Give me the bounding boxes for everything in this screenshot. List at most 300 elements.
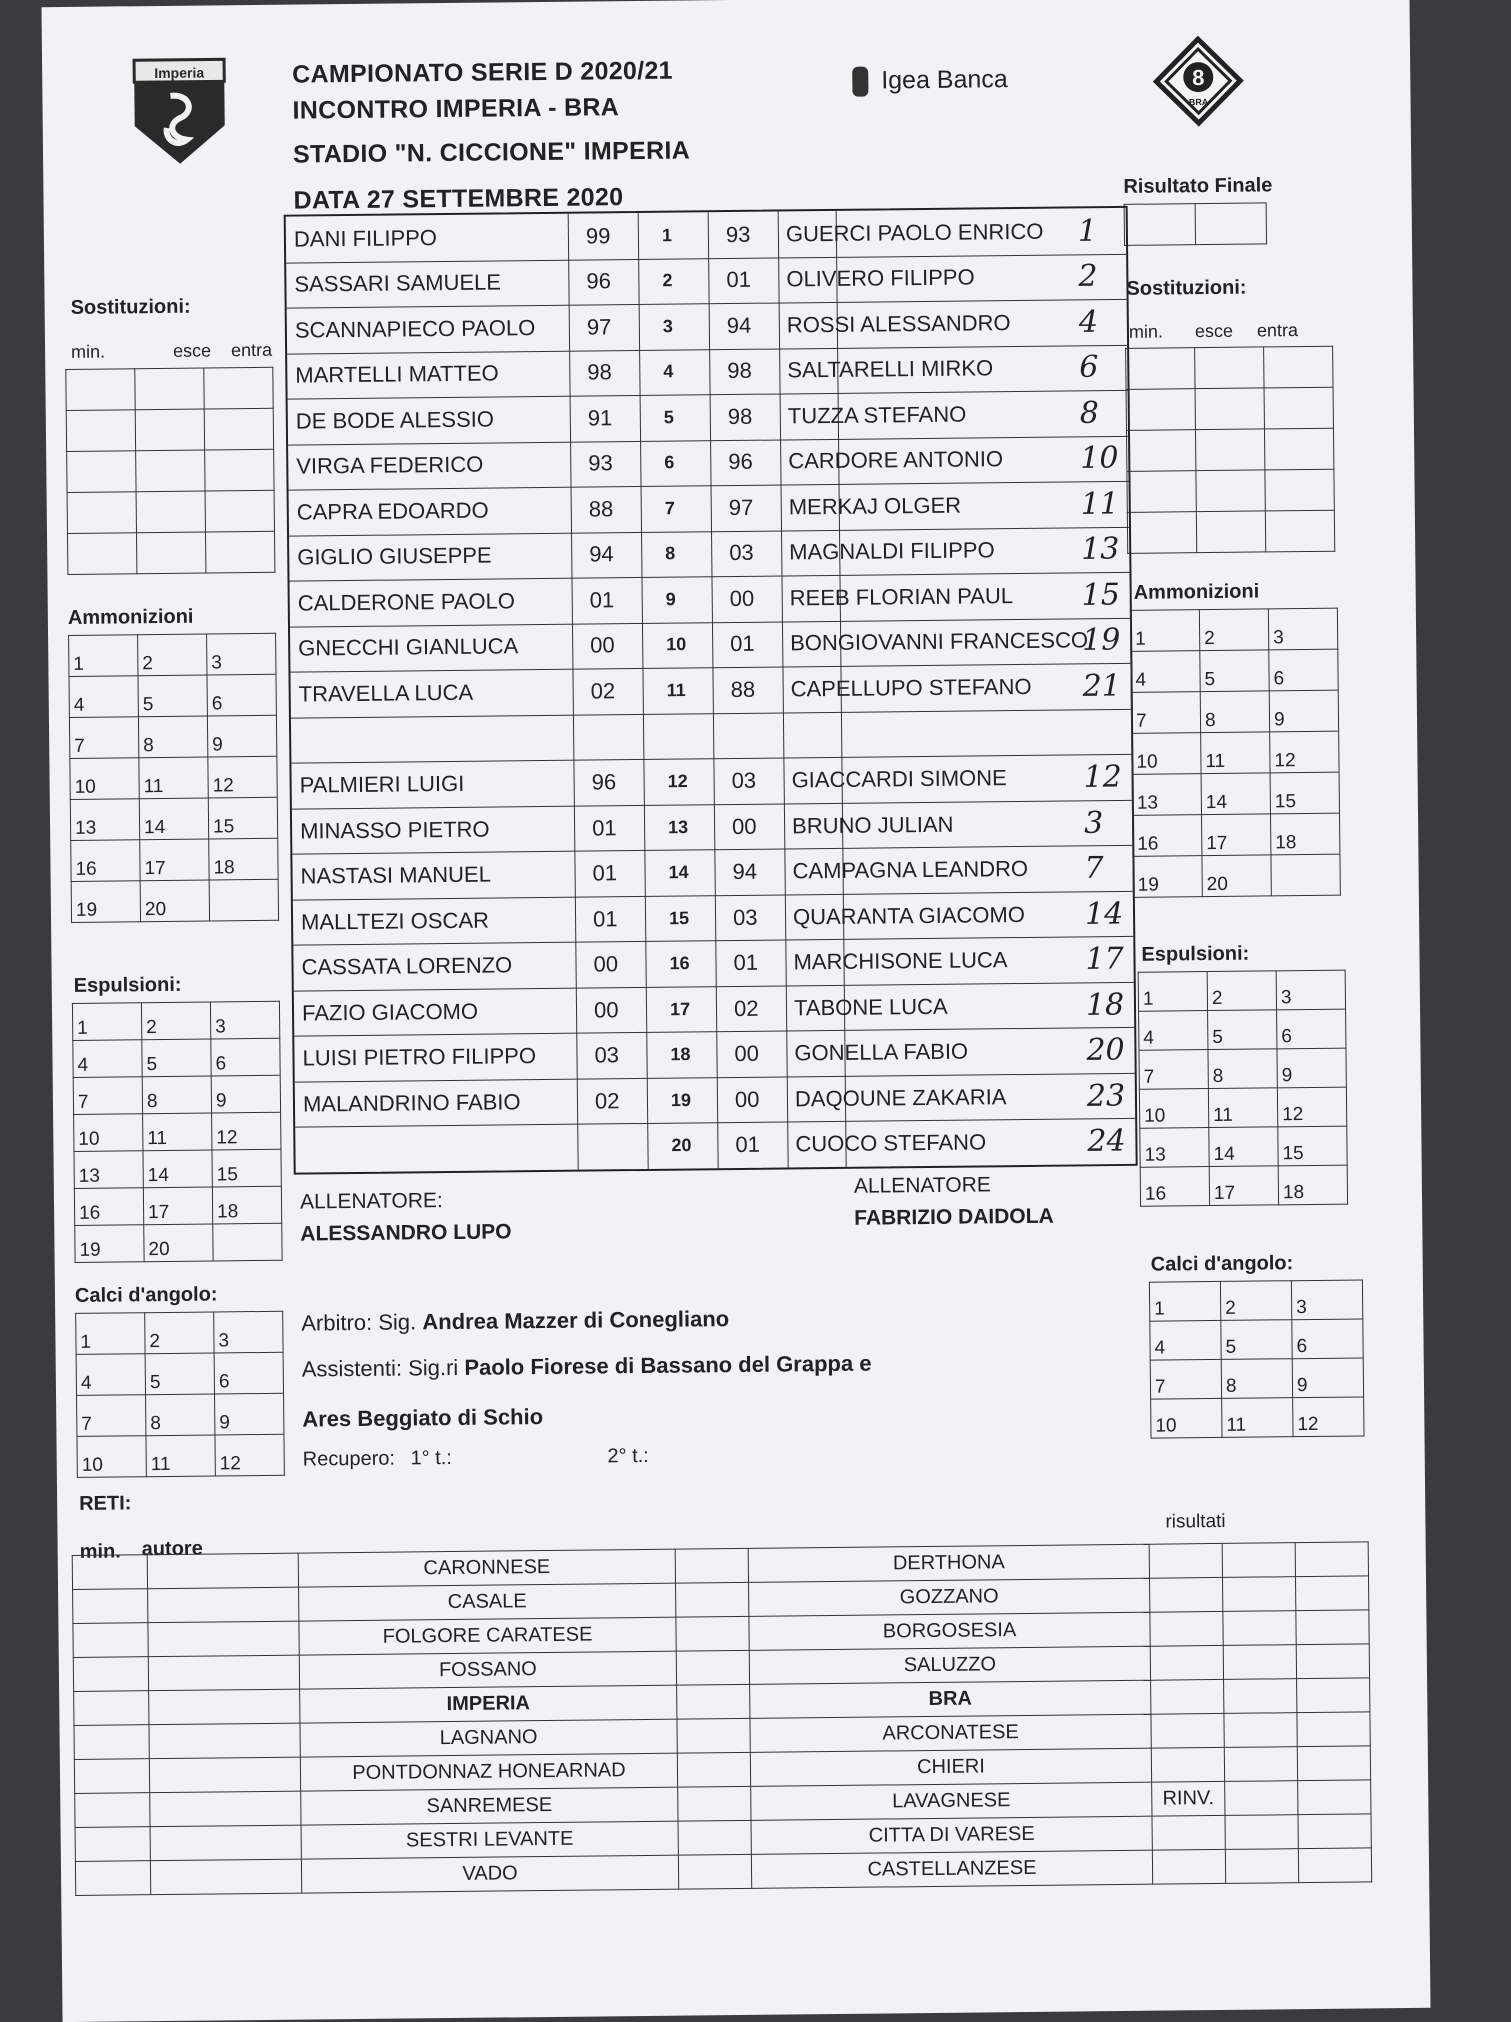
left-yellow-cell: 18	[209, 838, 278, 880]
left-subs-cell	[205, 531, 274, 573]
fixture-home-score	[677, 1684, 750, 1719]
right-red-grid	[1138, 970, 1348, 1207]
left-corners-cell: 1	[76, 1313, 145, 1355]
championship-title: CAMPIONATO SERIE D 2020/21	[292, 56, 673, 89]
right-red-cell: 9	[1277, 1048, 1346, 1088]
left-yellow-cell: 4	[69, 676, 138, 718]
final-result-away-cell	[1195, 203, 1266, 245]
date-title: DATA 27 SETTEMBRE 2020	[293, 183, 624, 215]
left-red-cell: 3	[210, 1001, 279, 1039]
away-player-year: 00	[734, 1040, 760, 1067]
shirt-number: 13	[667, 816, 689, 837]
sponsor-logo	[852, 65, 1008, 97]
right-yellow-grid	[1130, 608, 1341, 898]
left-subs-cell	[136, 450, 205, 492]
away-shirt-handwritten: 1	[1077, 213, 1098, 249]
shirt-number: 5	[663, 406, 674, 428]
fixture-home-score	[677, 1752, 750, 1787]
right-corners-cell: 8	[1221, 1359, 1292, 1399]
away-player-year: 96	[728, 449, 753, 475]
fixture-away-team: BRA	[750, 1680, 1151, 1718]
fixture-home-score	[678, 1820, 751, 1855]
imperia-logo-icon	[130, 55, 229, 168]
shirt-number: 7	[664, 498, 675, 519]
fixture-home-score	[677, 1718, 750, 1753]
right-red-cell: 16	[1140, 1167, 1209, 1207]
right-yellow-cell: 5	[1200, 650, 1269, 692]
home-player-year: 03	[594, 1042, 620, 1068]
fixture-note	[1151, 1747, 1224, 1782]
home-player-year: 93	[588, 450, 613, 476]
home-player-name: NASTASI MANUEL	[300, 861, 492, 889]
goal-author-cell	[149, 1757, 300, 1793]
away-shirt-handwritten: 2	[1078, 258, 1098, 295]
goal-author-cell	[147, 1553, 298, 1589]
left-yellow-cell: 1	[69, 635, 138, 677]
imperia-logo-text: Imperia	[154, 64, 205, 82]
left-subs-cell	[136, 491, 205, 533]
fixture-note: RINV.	[1152, 1781, 1225, 1816]
away-player-name: CARDORE ANTONIO	[788, 446, 1004, 474]
fixture-result-cell	[1298, 1780, 1371, 1815]
home-player-name: TRAVELLA LUCA	[298, 679, 474, 707]
left-yellow-cell: 16	[71, 840, 140, 882]
home-coach-label: ALLENATORE:	[299, 1189, 443, 1214]
left-corners-cell: 11	[146, 1435, 215, 1477]
away-player-name: TABONE LUCA	[793, 993, 948, 1021]
fixture-note	[1150, 1645, 1223, 1680]
left-corners-cell: 6	[214, 1352, 283, 1394]
right-red-cell: 7	[1139, 1050, 1208, 1090]
right-red-cell: 17	[1209, 1166, 1278, 1206]
right-yellow-cell: 10	[1132, 733, 1201, 775]
away-player-year: 00	[731, 813, 757, 839]
fixture-result-cell	[1298, 1814, 1371, 1849]
fixture-home-score	[676, 1650, 749, 1685]
right-yellow-cell: 19	[1133, 856, 1202, 898]
home-player-year: 98	[587, 359, 612, 385]
away-player-name: MERKAJ OLGER	[788, 492, 962, 520]
results-label: risultati	[1165, 1510, 1226, 1533]
left-yellow-cell: 11	[139, 757, 208, 799]
fixture-result-cell	[1295, 1542, 1368, 1577]
home-player-year: 01	[592, 905, 618, 932]
left-red-cell: 12	[212, 1112, 281, 1150]
left-red-cell: 20	[144, 1224, 213, 1262]
fixture-note	[1151, 1679, 1224, 1714]
away-shirt-handwritten: 19	[1081, 622, 1121, 659]
left-red-cell: 7	[73, 1077, 142, 1115]
fixture-away-team: BORGOSESIA	[749, 1612, 1150, 1650]
fixture-result-cell	[1225, 1781, 1298, 1816]
fixture-result-cell	[1297, 1678, 1370, 1713]
left-corners-cell: 4	[76, 1354, 145, 1396]
home-coach-name: ALESSANDRO LUPO	[300, 1220, 512, 1246]
goal-author-cell	[148, 1655, 299, 1691]
left-subs-label: Sostituzioni:	[70, 295, 191, 319]
fixture-result-cell	[1296, 1644, 1369, 1679]
left-subs-cell	[135, 368, 204, 410]
away-player-year: 00	[729, 585, 755, 611]
away-player-name: CUOCO STEFANO	[795, 1129, 987, 1157]
right-red-cell: 6	[1277, 1009, 1346, 1049]
home-player-year: 00	[590, 632, 615, 658]
shirt-number: 8	[665, 543, 676, 564]
fixture-home-score	[676, 1582, 749, 1617]
referee-name: Andrea Mazzer di Conegliano	[422, 1306, 730, 1335]
right-subs-cell	[1127, 512, 1196, 554]
right-subs-min: min.	[1128, 321, 1164, 342]
home-player-name: LUISI PIETRO FILIPPO	[302, 1043, 537, 1071]
right-subs-in: entra	[1256, 320, 1299, 341]
left-yellow-cell: 8	[138, 716, 207, 758]
fixture-note	[1149, 1577, 1222, 1612]
fixture-result-cell	[1296, 1610, 1369, 1645]
recovery-second-half: 2° t.:	[607, 1444, 649, 1468]
final-result-label: Risultato Finale	[1123, 174, 1273, 198]
shirt-number: 3	[662, 315, 673, 337]
right-red-cell: 1	[1138, 972, 1207, 1012]
fixture-note	[1152, 1815, 1225, 1850]
assistants-line	[302, 1351, 872, 1383]
home-player-name: CALDERONE PAOLO	[297, 588, 516, 616]
final-result-box	[1124, 202, 1267, 245]
right-red-cell: 10	[1139, 1089, 1208, 1129]
left-subs-in: entra	[230, 339, 273, 361]
away-player-name: GIACCARDI SIMONE	[791, 765, 1007, 793]
fixture-home-team: SESTRI LEVANTE	[301, 1821, 678, 1859]
away-player-name: BRUNO JULIAN	[791, 811, 954, 838]
right-yellow-label: Ammonizioni	[1133, 580, 1260, 604]
away-shirt-handwritten: 15	[1081, 577, 1121, 613]
lineup-table	[284, 206, 1138, 1175]
right-subs-cell	[1127, 471, 1196, 513]
fixture-result-cell	[1297, 1746, 1370, 1781]
right-subs-cell	[1195, 388, 1264, 430]
right-yellow-cell: 7	[1131, 692, 1200, 734]
left-subs-cell	[205, 490, 274, 532]
away-shirt-handwritten: 24	[1087, 1123, 1126, 1160]
bra-logo-icon	[1152, 35, 1245, 128]
goal-min-cell	[75, 1827, 150, 1862]
goal-author-cell	[150, 1825, 301, 1861]
right-subs-cell	[1195, 347, 1264, 389]
left-red-cell: 9	[211, 1075, 280, 1113]
left-subs-cell	[136, 532, 205, 574]
right-corners-cell: 1	[1149, 1281, 1220, 1321]
svg-text:8: 8	[1192, 65, 1205, 91]
shirt-number: 16	[669, 953, 690, 974]
left-corners-cell: 10	[77, 1436, 146, 1478]
left-red-cell: 17	[143, 1187, 212, 1225]
right-red-cell: 15	[1278, 1126, 1347, 1166]
shirt-number: 4	[663, 361, 674, 382]
right-yellow-cell: 9	[1269, 690, 1338, 732]
fixture-home-team: IMPERIA	[300, 1685, 677, 1723]
fixture-note	[1151, 1713, 1224, 1748]
right-yellow-cell: 4	[1131, 651, 1200, 693]
right-yellow-cell: 1	[1130, 610, 1199, 652]
right-red-cell: 11	[1208, 1088, 1277, 1128]
away-shirt-handwritten: 13	[1081, 531, 1120, 568]
fixture-away-team: CITTA DI VARESE	[751, 1816, 1152, 1854]
right-subs-cell	[1196, 470, 1265, 512]
shirt-number: 9	[665, 589, 676, 610]
right-subs-cell	[1264, 428, 1333, 470]
shirt-number: 2	[662, 270, 673, 291]
left-yellow-cell: 9	[207, 715, 276, 757]
right-yellow-cell: 16	[1133, 815, 1202, 857]
goal-min-cell	[73, 1589, 148, 1624]
goals-author-label: autore	[141, 1537, 203, 1561]
away-shirt-handwritten: 7	[1084, 850, 1104, 886]
right-subs-cell	[1126, 348, 1195, 390]
away-shirt-handwritten: 23	[1086, 1078, 1126, 1114]
right-corners-grid	[1149, 1279, 1365, 1438]
right-corners-cell: 5	[1221, 1320, 1292, 1360]
left-red-cell: 2	[141, 1002, 210, 1040]
left-yellow-cell: 3	[207, 633, 276, 675]
home-player-year: 01	[591, 814, 617, 841]
fixture-home-team: PONTDONNAZ HONEARNAD	[300, 1753, 677, 1791]
away-shirt-handwritten: 10	[1080, 440, 1119, 477]
fixture-result-cell	[1298, 1848, 1371, 1883]
away-player-year: 01	[726, 267, 751, 293]
left-red-cell	[213, 1223, 282, 1261]
away-player-name: TUZZA STEFANO	[787, 401, 967, 429]
fixture-result-cell	[1224, 1713, 1297, 1748]
fixture-home-team: SANREMESE	[301, 1787, 678, 1825]
left-corners-grid	[75, 1311, 285, 1478]
away-player-year: 98	[727, 358, 752, 384]
right-corners-label: Calci d'angolo:	[1150, 1252, 1294, 1276]
goal-min-cell	[73, 1657, 148, 1692]
left-subs-cell	[204, 408, 273, 450]
away-player-name: CAPELLUPO STEFANO	[790, 673, 1032, 702]
away-player-name: BONGIOVANNI FRANCESCO	[790, 627, 1089, 656]
home-player-name: DE BODE ALESSIO	[295, 406, 495, 434]
shirt-number: 1	[661, 224, 673, 245]
away-player-name: ROSSI ALESSANDRO	[786, 309, 1011, 338]
goal-min-cell	[72, 1555, 147, 1590]
home-player-year: 01	[592, 860, 618, 886]
left-subs-cell	[66, 369, 135, 411]
fixture-away-team: CHIERI	[750, 1748, 1151, 1786]
left-subs-cell	[135, 409, 204, 451]
away-player-name: OLIVERO FILIPPO	[786, 264, 975, 292]
left-red-cell: 1	[72, 1003, 141, 1041]
away-player-name: GONELLA FABIO	[794, 1038, 969, 1066]
sponsor-icon	[852, 67, 868, 97]
fixture-home-score	[678, 1786, 751, 1821]
assistant-1-name: Paolo Fiorese di Bassano del Grappa e	[464, 1350, 872, 1380]
left-red-cell: 13	[74, 1151, 143, 1189]
away-player-name: CAMPAGNA LEANDRO	[792, 856, 1029, 884]
shirt-number: 18	[670, 1044, 691, 1065]
fixture-note	[1152, 1849, 1225, 1884]
left-subs-cell	[67, 533, 136, 575]
home-player-name: MALANDRINO FABIO	[302, 1088, 521, 1117]
left-red-cell: 16	[74, 1188, 143, 1226]
right-subs-cell	[1126, 389, 1195, 431]
away-player-year: 94	[726, 312, 752, 338]
left-red-cell: 19	[75, 1225, 144, 1263]
left-corners-cell: 8	[146, 1394, 215, 1436]
right-subs-cell	[1265, 469, 1334, 511]
left-red-cell: 18	[212, 1186, 281, 1224]
away-player-year: 01	[733, 949, 759, 976]
left-red-cell: 15	[212, 1149, 281, 1187]
right-red-label: Espulsioni:	[1141, 942, 1250, 966]
home-player-name: CASSATA LORENZO	[301, 952, 513, 980]
left-red-cell: 4	[73, 1040, 142, 1078]
left-yellow-cell: 2	[138, 634, 207, 676]
shirt-number: 15	[668, 907, 690, 928]
left-red-grid	[72, 1001, 283, 1263]
away-shirt-handwritten: 12	[1083, 759, 1122, 795]
goals-min-label: min.	[79, 1540, 121, 1563]
right-corners-cell: 12	[1293, 1397, 1364, 1437]
away-shirt-handwritten: 11	[1080, 486, 1120, 522]
fixture-result-cell	[1223, 1611, 1296, 1646]
left-corners-cell: 12	[215, 1434, 284, 1476]
goal-author-cell	[148, 1587, 299, 1623]
left-yellow-cell: 15	[208, 797, 277, 839]
right-yellow-cell: 13	[1132, 774, 1201, 816]
away-player-name: REEB FLORIAN PAUL	[789, 583, 1014, 611]
away-player-year: 97	[728, 494, 754, 520]
right-subs-cell	[1126, 430, 1195, 472]
recovery-label: Recupero:	[302, 1447, 396, 1471]
right-yellow-cell: 2	[1199, 609, 1268, 651]
right-yellow-cell: 17	[1202, 814, 1271, 856]
shirt-number: 10	[666, 634, 687, 655]
right-corners-cell: 2	[1220, 1281, 1291, 1321]
away-player-name: DAQOUNE ZAKARIA	[794, 1083, 1007, 1112]
home-player-year: 01	[589, 587, 615, 613]
fixture-result-cell	[1223, 1645, 1296, 1680]
home-player-year: 00	[593, 996, 619, 1023]
away-shirt-handwritten: 21	[1082, 668, 1122, 704]
right-subs-cell	[1264, 346, 1333, 388]
final-result-home-cell	[1124, 204, 1195, 246]
away-shirt-handwritten: 20	[1086, 1032, 1125, 1069]
home-player-name: FAZIO GIACOMO	[301, 998, 479, 1026]
right-yellow-cell: 14	[1201, 773, 1270, 815]
right-red-cell: 12	[1277, 1087, 1346, 1127]
goal-min-cell	[74, 1759, 149, 1794]
right-corners-cell: 10	[1151, 1398, 1222, 1438]
home-player-year: 91	[587, 405, 613, 431]
match-title: INCONTRO IMPERIA - BRA	[292, 93, 620, 125]
right-subs-cell	[1265, 510, 1334, 552]
recovery-line	[303, 1445, 649, 1472]
referee-line	[301, 1306, 729, 1336]
fixture-result-cell	[1222, 1577, 1295, 1612]
sponsor-name: Igea Banca	[881, 65, 1008, 95]
right-red-cell: 18	[1278, 1165, 1347, 1205]
fixture-away-team: GOZZANO	[749, 1578, 1150, 1616]
left-subs-min: min.	[70, 341, 106, 362]
home-player-year: 88	[588, 496, 614, 522]
away-player-year: 02	[733, 995, 759, 1021]
home-player-year: 97	[586, 314, 612, 340]
fixture-result-cell	[1224, 1747, 1297, 1782]
away-player-year: 93	[725, 221, 751, 247]
goal-author-cell	[149, 1689, 300, 1725]
away-shirt-handwritten: 14	[1084, 896, 1124, 932]
right-yellow-cell: 20	[1202, 855, 1271, 897]
right-red-cell: 5	[1208, 1010, 1277, 1050]
away-shirt-handwritten: 17	[1085, 941, 1124, 977]
goal-min-cell	[73, 1623, 148, 1658]
fixture-home-score	[676, 1616, 749, 1651]
fixture-home-score	[675, 1548, 748, 1583]
left-corners-cell: 5	[145, 1353, 214, 1395]
left-yellow-cell: 7	[69, 717, 138, 759]
left-subs-cell	[67, 492, 136, 534]
assistant-2-name: Ares Beggiato di Schio	[302, 1404, 544, 1432]
fixture-home-team: FOLGORE CARATESE	[299, 1617, 676, 1655]
left-yellow-label: Ammonizioni	[67, 605, 194, 629]
shirt-number: 20	[671, 1135, 692, 1156]
away-player-year: 01	[735, 1131, 761, 1158]
goal-author-cell	[149, 1723, 300, 1759]
right-corners-cell: 6	[1292, 1319, 1363, 1359]
fixture-home-team: FOSSANO	[299, 1651, 676, 1689]
fixture-note	[1149, 1543, 1222, 1578]
home-player-name: SASSARI SAMUELE	[294, 269, 502, 297]
right-red-cell: 8	[1208, 1049, 1277, 1089]
away-player-year: 03	[731, 767, 757, 794]
right-subs-cell	[1264, 387, 1333, 429]
home-player-name: GNECCHI GIANLUCA	[298, 633, 519, 662]
right-red-cell: 13	[1140, 1128, 1209, 1168]
left-yellow-cell	[209, 879, 278, 921]
left-yellow-cell: 12	[208, 756, 277, 798]
right-yellow-cell: 15	[1270, 772, 1339, 814]
shirt-number: 6	[664, 452, 675, 473]
shirt-number: 11	[666, 679, 686, 701]
away-player-year: 88	[730, 676, 756, 703]
goal-min-cell	[75, 1861, 150, 1896]
goal-author-cell	[148, 1621, 299, 1657]
home-player-year: 00	[593, 951, 619, 977]
away-player-name: MARCHISONE LUCA	[793, 947, 1008, 975]
goals-label: RETI:	[79, 1492, 132, 1515]
home-player-year: 02	[590, 678, 616, 704]
fixtures-table	[72, 1541, 1372, 1896]
fixture-away-team: LAVAGNESE	[751, 1782, 1152, 1820]
left-red-cell: 11	[143, 1113, 212, 1151]
away-shirt-handwritten: 4	[1078, 304, 1099, 340]
left-red-cell: 5	[142, 1039, 211, 1077]
right-yellow-cell: 8	[1200, 691, 1269, 733]
goal-author-cell	[150, 1791, 301, 1827]
fixture-result-cell	[1295, 1576, 1368, 1611]
left-subs-cell	[204, 367, 273, 409]
left-yellow-cell: 6	[207, 674, 276, 716]
away-player-year: 00	[734, 1086, 760, 1112]
left-yellow-cell: 5	[138, 675, 207, 717]
away-player-year: 01	[730, 631, 755, 657]
left-red-cell: 8	[142, 1076, 211, 1114]
right-corners-cell: 4	[1150, 1320, 1221, 1360]
bra-logo-text: BRA	[1188, 97, 1209, 108]
left-corners-cell: 9	[215, 1393, 284, 1435]
home-player-name: GIGLIO GIUSEPPE	[297, 542, 492, 570]
away-coach-label: ALLENATORE	[853, 1173, 991, 1198]
